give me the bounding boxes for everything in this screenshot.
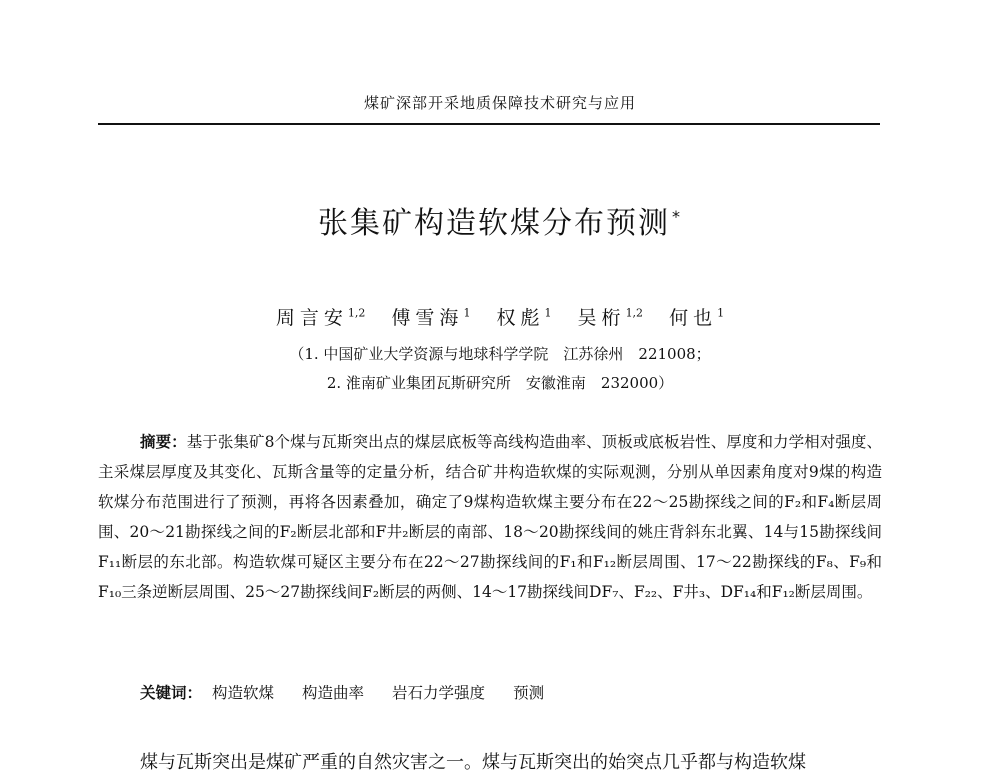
author: 何也$^1$ [669,306,725,329]
keyword: 构造曲率 [302,684,365,702]
affiliation-2: 2. 淮南矿业集团瓦斯研究所 安徽淮南 232000） [326,374,674,392]
title-footnote-mark: * [672,207,682,226]
author: 权彪$^1$ [496,306,552,329]
author: 傅雪海$^1$ [391,306,471,329]
paper-title-text: 张集矿构造软煤分布预测 [318,206,670,241]
header-rule [98,123,880,125]
author-list [0,303,1000,330]
author: 周言安$^{1,2}$ [275,306,366,329]
keyword: 岩石力学强度 [392,684,486,702]
keyword: 预测 [513,684,545,702]
author: 吴桁$^{1,2}$ [577,306,644,329]
keywords-label: 关键词： [140,683,203,702]
paper-title [0,198,1000,242]
keywords [140,681,562,703]
keyword: 构造软煤 [212,684,275,702]
running-header: 煤矿深部开采地质保障技术研究与应用 [363,94,636,112]
abstract-text: 基于张集矿8个煤与瓦斯突出点的煤层底板等高线构造曲率、顶板或底板岩性、厚度和力学相对强度、主采煤层厚度及其变化、瓦斯含量等的定量分析，结合矿井构造软煤的实际观测，分别从单因素角度对9煤的构造软煤分布范围进行了预测，再将各因素叠加，确定了9煤构造软煤主要分布在22～25勘探线之间的F₂和F₄断层周围、20～21勘探线之间的F₂断层北部和F井₂断层的南部、18～20勘探线间的姚庄背斜东北翼、14与15勘探线间F₁₁断层的东北部。构造软煤可疑区主要分布在22～27勘探线间的F₁和F₁₂断层周围、17～22勘探线的F₈、F₉和F₁₀三条逆断层周围、25～27勘探线间F₂断层的两侧、14～17勘探线间DF₇、F₂₂、F井₃、DF₁₄和F₁₂断层周围。 [98,433,882,601]
abstract [98,427,882,607]
affiliation-1: （1. 中国矿业大学资源与地球科学学院 江苏徐州 221008； [289,345,711,363]
body-text-first-line: 煤与瓦斯突出是煤矿严重的自然灾害之一。煤与瓦斯突出的始突点几乎都与构造软煤 [140,752,806,773]
abstract-label: 摘要： [140,432,187,451]
